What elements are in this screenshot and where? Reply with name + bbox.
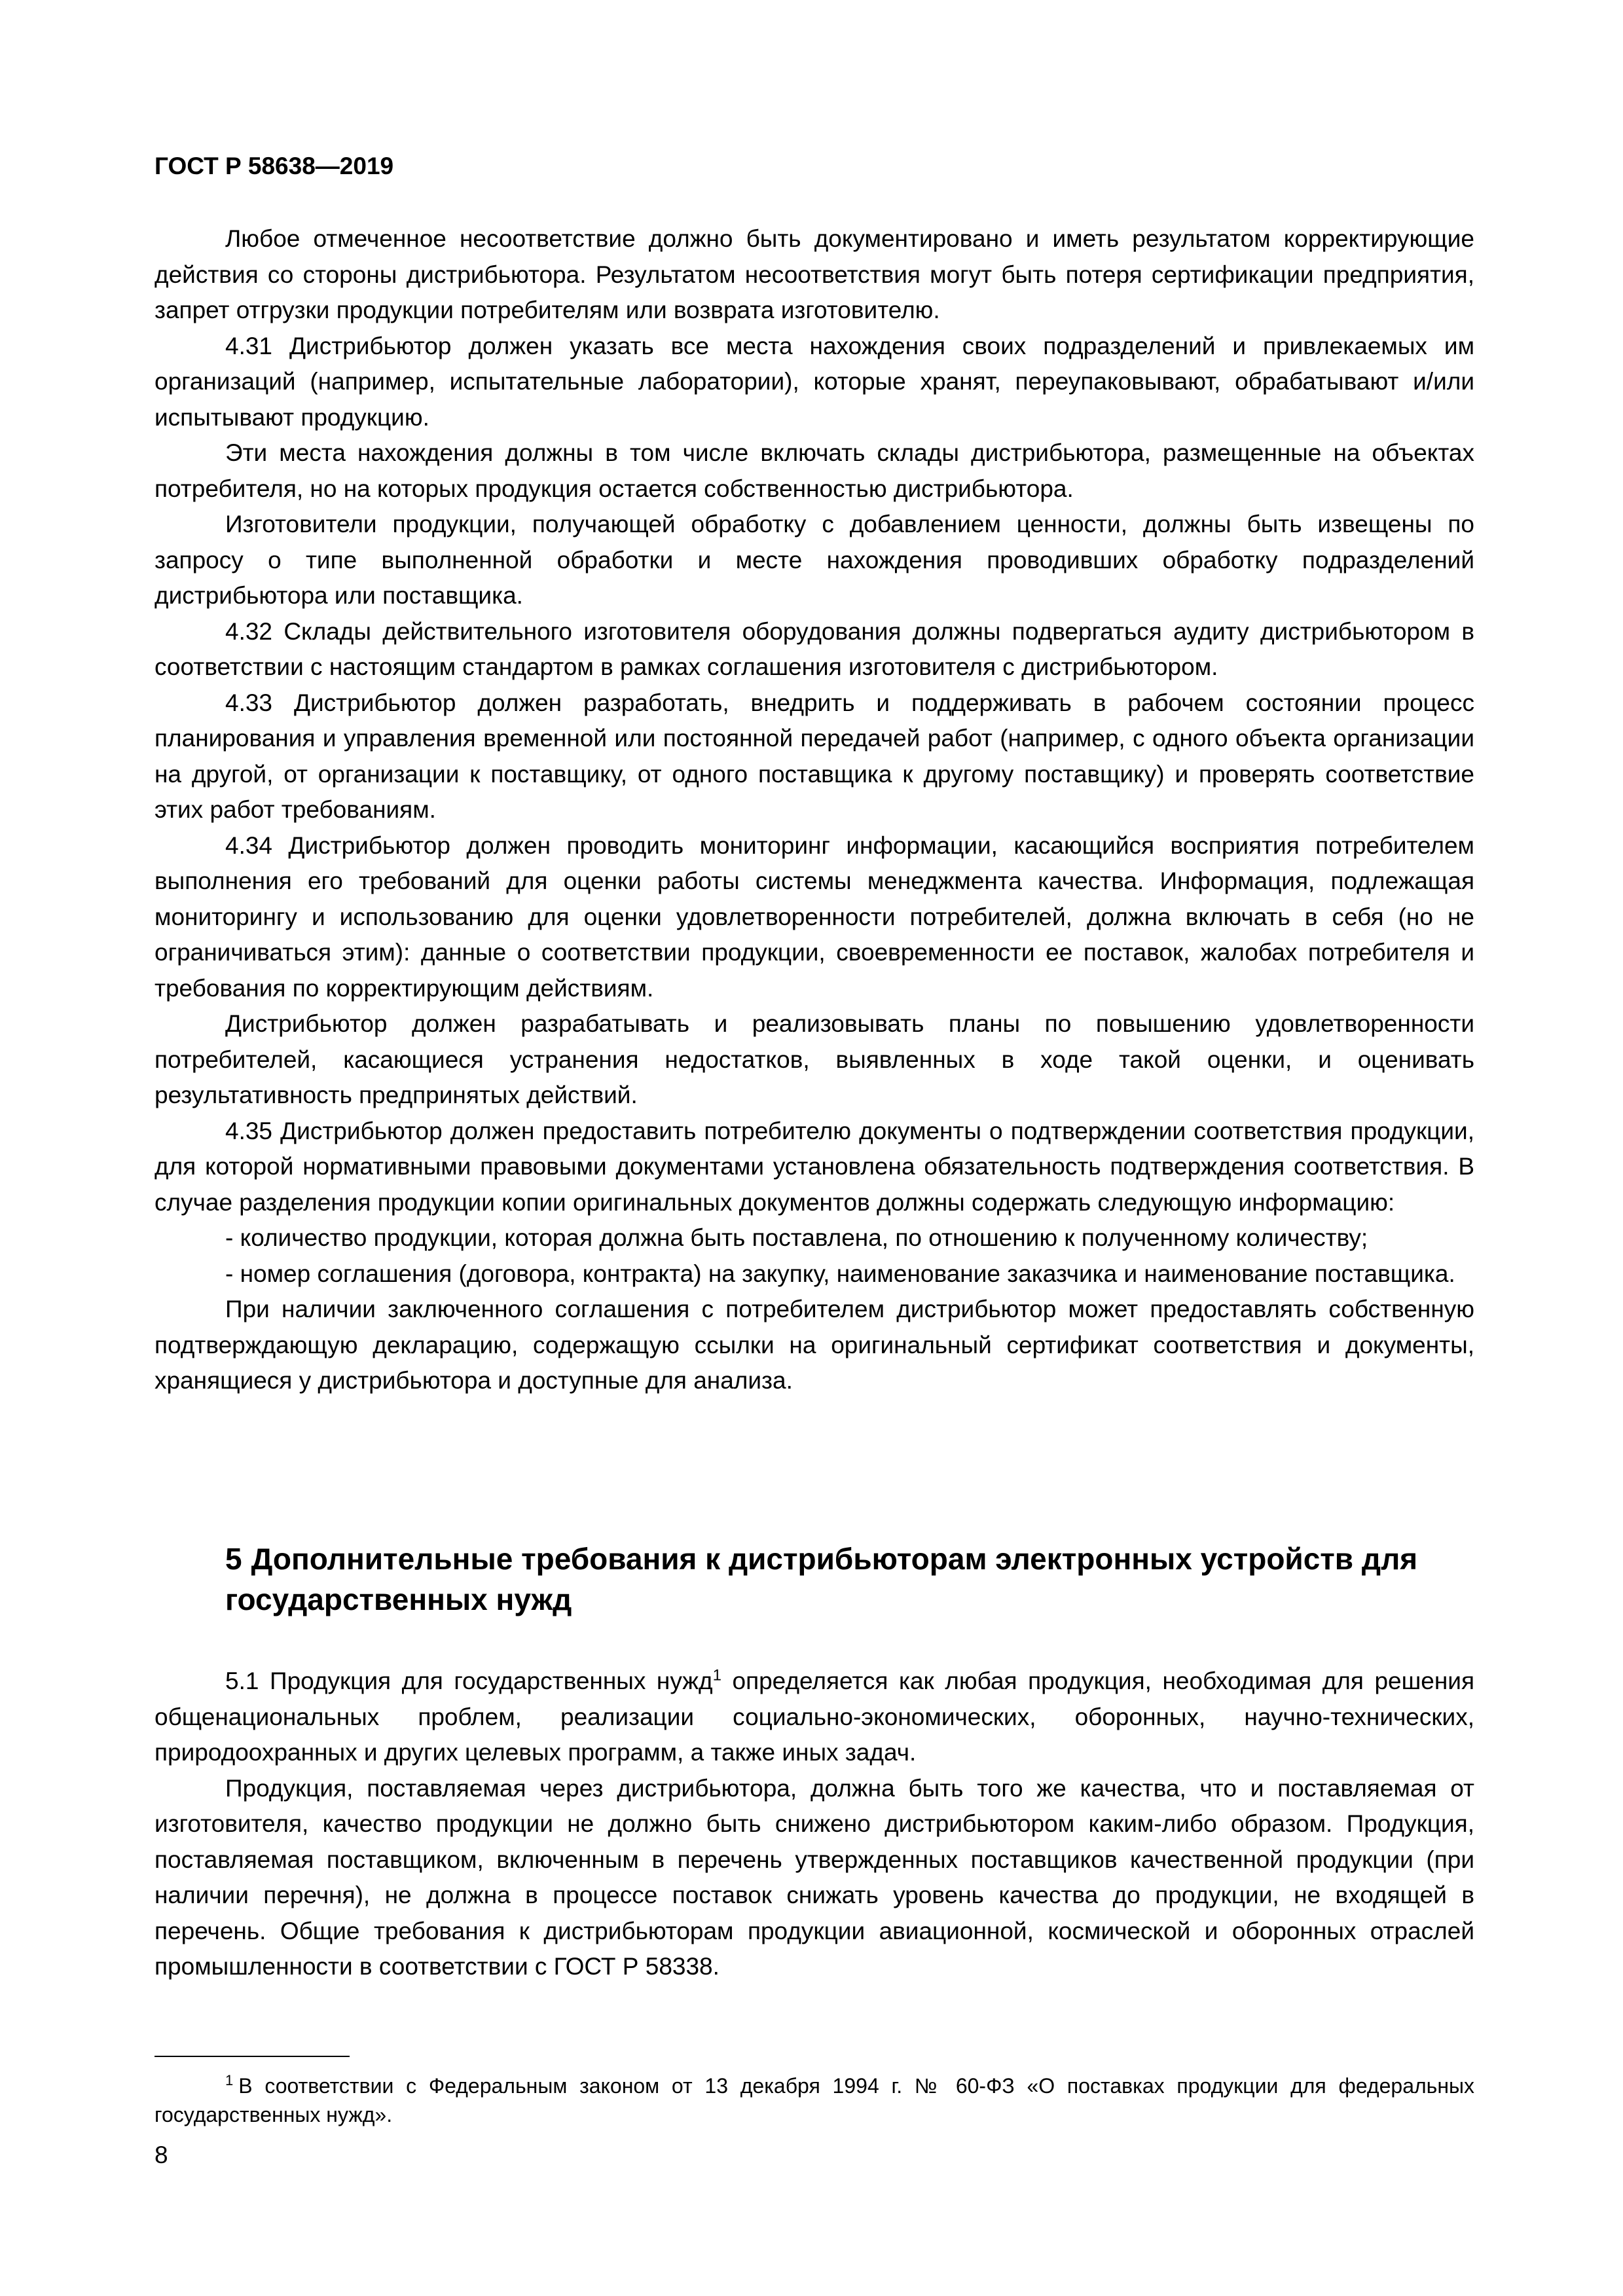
paragraph: Продукция, поставляемая через дистрибьютора, должна быть того же качества, что и поставляемая от изготовителя, качество продукции не должно быть снижено дистрибьютором каким-либо образом. Продукция, поставляемая поставщиком, включенным в перечень утвержденных поставщиков качественной продукции (при наличии перечня), не должна в процессе поставок снижать уровень качества до продукции, не входящей в перечень. Общие требования к дистрибьюторам продукции авиационной, космической и оборонных отраслей промышленности в соответствии с ГОСТ Р 58338. xyxy=(155,1774,1474,1980)
section-title: Дополнительные требования к дистрибьюторам электронных устройств для государственных нужд xyxy=(225,1542,1418,1616)
paragraph: Изготовители продукции, получающей обработку с добавлением ценности, должны быть извещены по запросу о типе выполненной обработки и месте нахождения проводивших обработку подразделений дистрибьютора или поставщика. xyxy=(155,511,1474,609)
list-item: - номер соглашения (договора, контракта) на закупку, наименование заказчика и наименование поставщика. xyxy=(225,1260,1455,1287)
footnote-text: В соответствии с Федеральным законом от 13 декабря 1994 г. № 60-ФЗ «О поставках продукции для федеральных государственных нужд». xyxy=(155,2074,1474,2126)
paragraph: 4.33 Дистрибьютор должен разработать, внедрить и поддерживать в рабочем состоянии процесс планирования и управления временной или постоянной передачей работ (например, с одного объекта организации на другой, от организации к поставщику, от одного поставщика к другому поставщику) и проверять соответствие этих работ требованиям. xyxy=(155,689,1474,823)
paragraph: 4.34 Дистрибьютор должен проводить мониторинг информации, касающийся восприятия потребителем выполнения его требований для оценки работы системы менеджмента качества. Информация, подлежащая мониторингу и использованию для оценки удовлетворенности потребителей, должна включать в себя (но не ограничиваться этим): данные о соответствии продукции, своевременности ее поставок, жалобах потребителя и требования по корректирующим действиям. xyxy=(155,831,1474,1002)
paragraph: Эти места нахождения должны в том числе включать склады дистрибьютора, размещенные на объектах потребителя, но на которых продукция остается собственностью дистрибьютора. xyxy=(155,439,1474,502)
paragraph-5-1-start: 5.1 Продукция для государственных нужд xyxy=(225,1667,713,1694)
paragraph-5-1-end: определяется как любая продукция, необходимая для решения общенациональных проблем, реализации социально-экономических, оборонных, научно-технических, природоохранных и других целевых программ, а также иных задач. xyxy=(155,1667,1474,1766)
list-item: - количество продукции, которая должна быть поставлена, по отношению к полученному количеству; xyxy=(225,1224,1368,1251)
footnote-reference[interactable]: 1 xyxy=(712,1666,721,1685)
footnote xyxy=(155,2071,1474,2129)
paragraph: Любое отмеченное несоответствие должно быть документировано и иметь результатом корректирующие действия со стороны дистрибьютора. Результатом несоответствия могут быть потеря сертификации предприятия, запрет отгрузки продукции потребителям или возврата изготовителю. xyxy=(155,225,1474,323)
paragraph: 4.35 Дистрибьютор должен предоставить потребителю документы о подтверждении соответствия продукции, для которой нормативными правовыми документами установлена обязательность подтверждения соответствия. В случае разделения продукции копии оригинальных документов должны содержать следующую информацию: xyxy=(155,1117,1474,1216)
paragraph: При наличии заключенного соглашения с потребителем дистрибьютор может предоставлять собственную подтверждающую декларацию, содержащую ссылки на оригинальный сертификат соответствия и документы, хранящиеся у дистрибьютора и доступные для анализа. xyxy=(155,1296,1474,1394)
paragraph: Дистрибьютор должен разрабатывать и реализовывать планы по повышению удовлетворенности потребителей, касающиеся устранения недостатков, выявленных в ходе такой оценки, и оценивать результативность предпринятых действий. xyxy=(155,1010,1474,1108)
paragraph-5-1 xyxy=(155,1664,1474,1771)
footnote-mark: 1 xyxy=(225,2072,234,2089)
body-text-part-1 xyxy=(155,221,1474,1399)
section-heading xyxy=(225,1539,1476,1620)
paragraph: 4.32 Склады действительного изготовителя оборудования должны подвергаться аудиту дистрибьютором в соответствии с настоящим стандартом в рамках соглашения изготовителя с дистрибьютором. xyxy=(155,617,1474,680)
body-text-part-2 xyxy=(155,1664,1474,1985)
section-number: 5 xyxy=(225,1542,242,1576)
page-number: 8 xyxy=(155,2141,168,2168)
document-header-title: ГОСТ Р 58638—2019 xyxy=(155,153,394,179)
footnote-divider xyxy=(155,2056,350,2057)
paragraph: 4.31 Дистрибьютор должен указать все места нахождения своих подразделений и привлекаемых им организаций (например, испытательные лаборатории), которые хранят, переупаковывают, обрабатывают и/или испытывают продукцию. xyxy=(155,332,1474,431)
